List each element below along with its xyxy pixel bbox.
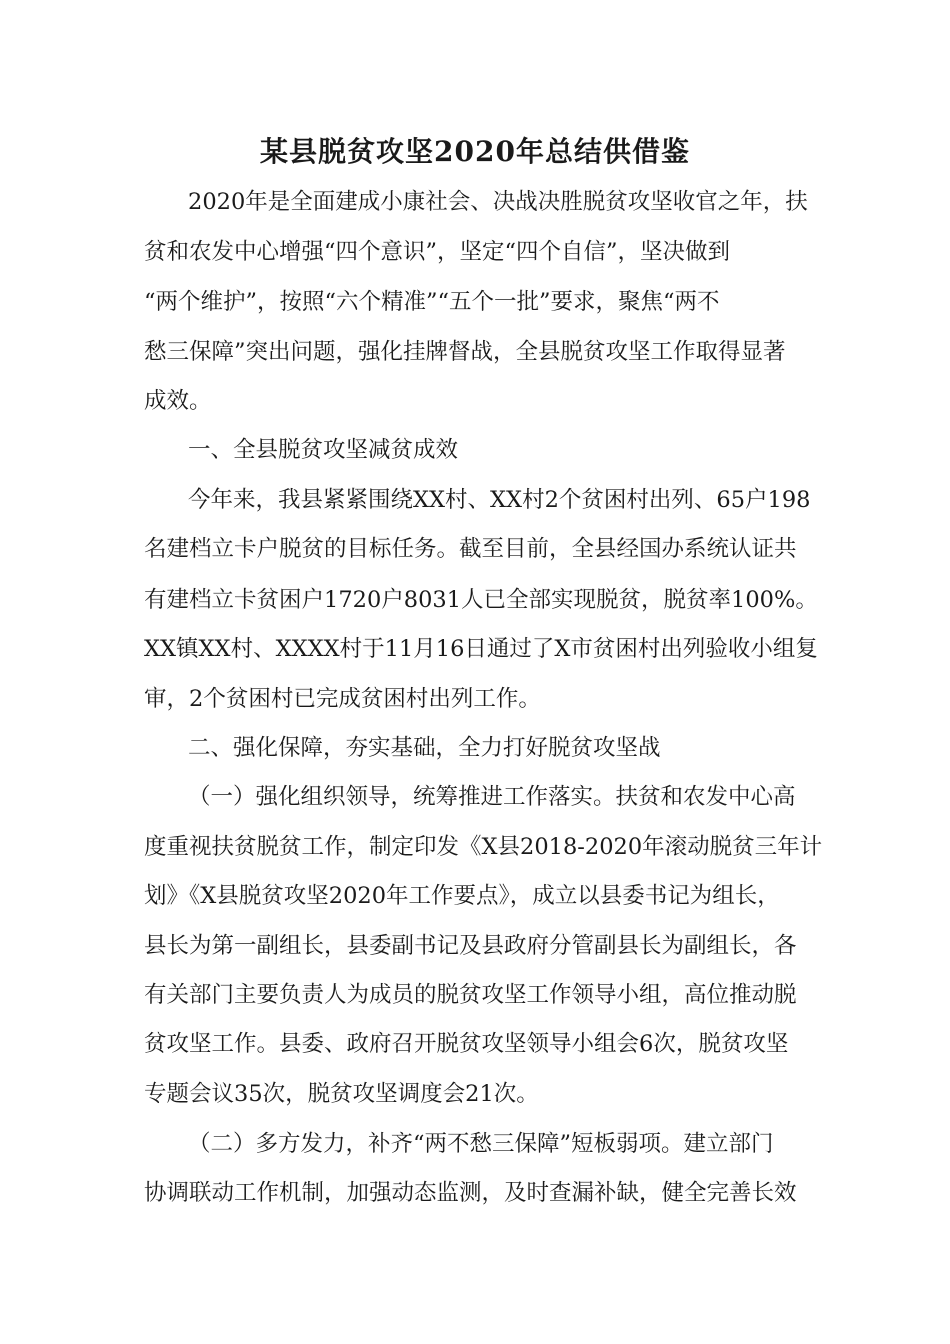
paragraph-line: 贫攻坚工作。县委、政府召开脱贫攻坚领导小组会6次，脱贫攻坚 bbox=[144, 1031, 789, 1057]
section-heading: 一、全县脱贫攻坚减贫成效 bbox=[188, 437, 459, 463]
paragraph-line: （二）多方发力，补齐“两不愁三保障”短板弱项。建立部门 bbox=[188, 1131, 774, 1157]
paragraph-line: 审，2个贫困村已完成贫困村出列工作。 bbox=[144, 686, 541, 712]
paragraph-line: 县长为第一副组长，县委副书记及县政府分管副县长为副组长，各 bbox=[144, 933, 797, 959]
paragraph-line: 贫和农发中心增强“四个意识”，坚定“四个自信”，坚决做到 bbox=[144, 239, 731, 265]
paragraph-line: 划》《X县脱贫攻坚2020年工作要点》，成立以县委书记为组长， bbox=[144, 883, 780, 909]
paragraph-line: 有建档立卡贫困户1720户8031人已全部实现脱贫，脱贫率100%。 bbox=[144, 587, 818, 613]
paragraph-line: 2020年是全面建成小康社会、决战决胜脱贫攻坚收官之年，扶 bbox=[188, 189, 808, 215]
paragraph-line: 今年来，我县紧紧围绕XX村、XX村2个贫困村出列、65户198 bbox=[188, 487, 811, 513]
paragraph-line: 有关部门主要负责人为成员的脱贫攻坚工作领导小组，高位推动脱 bbox=[144, 982, 797, 1008]
paragraph-line: 愁三保障”突出问题，强化挂牌督战，全县脱贫攻坚工作取得显著 bbox=[144, 339, 786, 365]
section-heading: 二、强化保障，夯实基础，全力打好脱贫攻坚战 bbox=[188, 735, 661, 761]
paragraph-line: 成效。 bbox=[144, 388, 212, 414]
paragraph-line: 专题会议35次，脱贫攻坚调度会21次。 bbox=[144, 1081, 539, 1107]
document-title: 某县脱贫攻坚2020年总结供借鉴 bbox=[260, 135, 690, 168]
paragraph-line: 度重视扶贫脱贫工作，制定印发《X县2018-2020年滚动脱贫三年计 bbox=[144, 834, 823, 860]
paragraph-line: 名建档立卡户脱贫的目标任务。截至目前，全县经国办系统认证共 bbox=[144, 536, 797, 562]
paragraph-line: “两个维护”，按照“六个精准”“五个一批”要求，聚焦“两不 bbox=[144, 289, 720, 315]
paragraph-line: XX镇XX村、XXXX村于11月16日通过了X市贫困村出列验收小组复 bbox=[144, 636, 818, 662]
paragraph-line: 协调联动工作机制，加强动态监测，及时查漏补缺，健全完善长效 bbox=[144, 1180, 797, 1206]
paragraph-line: （一）强化组织领导，统筹推进工作落实。扶贫和农发中心高 bbox=[188, 784, 796, 810]
